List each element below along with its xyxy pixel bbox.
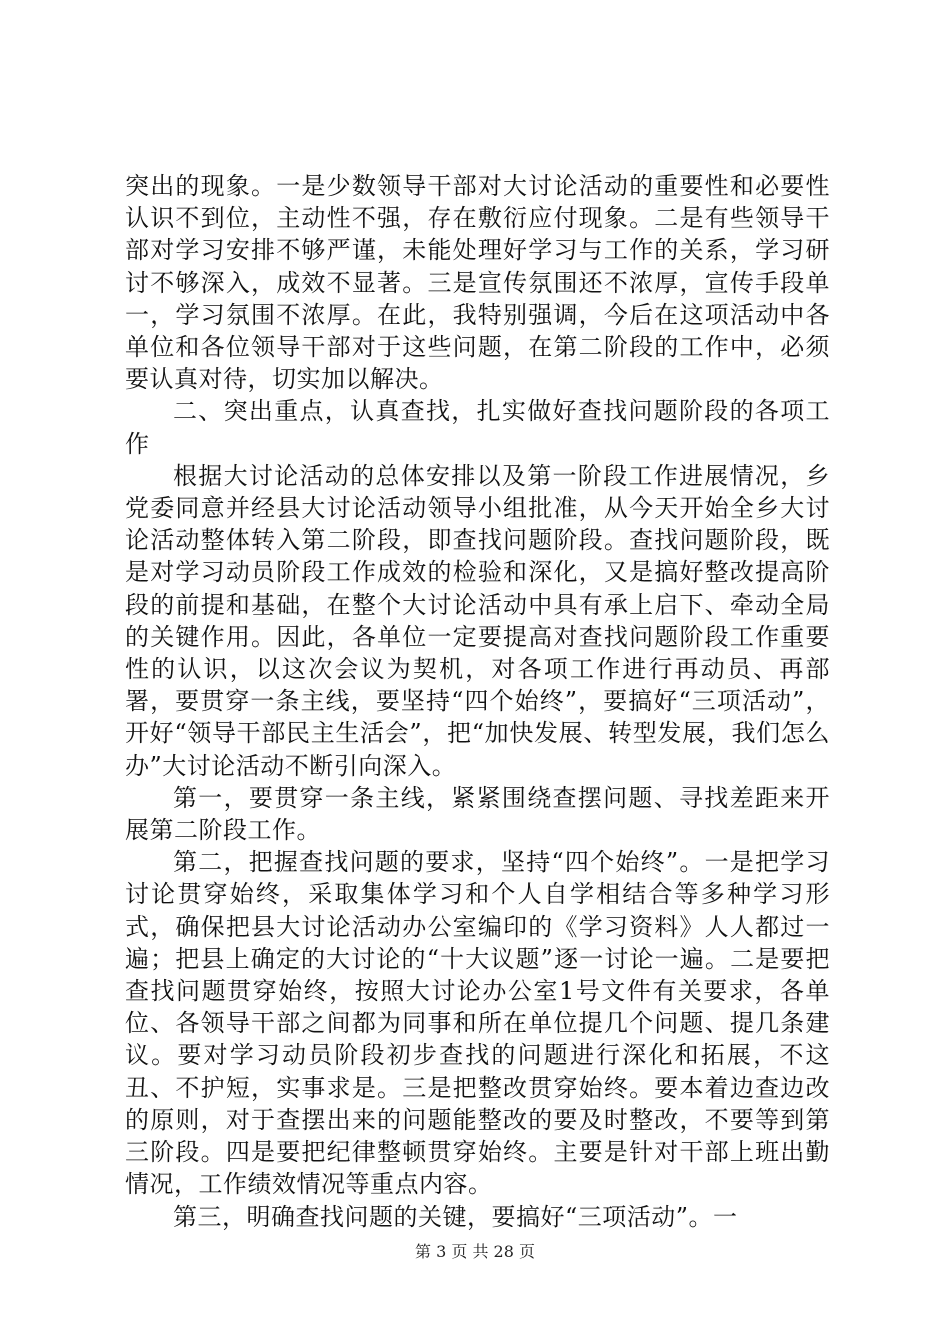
page-number-footer: 第 3 页 共 28 页 xyxy=(415,1242,535,1261)
paragraph-problems-summary: 突出的现象。一是少数领导干部对大讨论活动的重要性和必要性认识不到位，主动性不强，存在敷衍应付现象。二是有些领导干部对学习安排不够严谨，未能处理好学习与工作的关系，学习研讨不够深入，成效不显著。三是宣传氛围还不浓厚，宣传手段单一，学习氛围不浓厚。在此，我特别强调，今后在这项活动中各单位和各位领导干部对于这些问题，在第二阶段的工作中，必须要认真对待，切实加以解决。 xyxy=(125,172,830,394)
paragraph-first-point: 第一，要贯穿一条主线，紧紧围绕查摆问题、寻找差距来开展第二阶段工作。 xyxy=(125,783,830,845)
section-heading-two: 二、突出重点，认真查找，扎实做好查找问题阶段的各项工作 xyxy=(125,397,830,458)
paragraph-stage-two-intro: 根据大讨论活动的总体安排以及第一阶段工作进展情况，乡党委同意并经县大讨论活动领导小组批准，从今天开始全乡大讨论活动整体转入第二阶段，即查找问题阶段。查找问题阶段，既是对学习动员阶段工作成效的检验和深化，又是搞好整改提高阶段的前提和基础，在整个大讨论活动中具有承上启下、牵动全局的关键作用。因此，各单位一定要提高对查找问题阶段工作重要性的认识，以这次会议为契机，对各项工作进行再动员、再部署，要贯穿一条主线，要坚持“四个始终”，要搞好“三项活动”，开好“领导干部民主生活会”，把“加快发展、转型发展，我们怎么办”大讨论活动不断引向深入。 xyxy=(125,461,830,780)
document-body xyxy=(125,170,830,1233)
paragraph-second-point: 第二，把握查找问题的要求，坚持“四个始终”。一是把学习讨论贯穿始终，采取集体学习和个人自学相结合等多种学习形式，确保把县大讨论活动办公室编印的《学习资料》人人都过一遍；把县上确定的大讨论的“十大议题”逐一讨论一遍。二是要把查找问题贯穿始终，按照大讨论办公室1号文件有关要求，各单位、各领导干部之间都为同事和所在单位提几个问题、提几条建议。要对学习动员阶段初步查找的问题进行深化和拓展，不这丑、不护短，实事求是。三是把整改贯穿始终。要本着边查边改的原则，对于查摆出来的问题能整改的要及时整改，不要等到第三阶段。四是要把纪律整顿贯穿始终。主要是针对干部上班出勤情况，工作绩效情况等重点内容。 xyxy=(125,848,830,1199)
paragraph-third-point: 第三，明确查找问题的关键，要搞好“三项活动”。一 xyxy=(173,1202,738,1231)
